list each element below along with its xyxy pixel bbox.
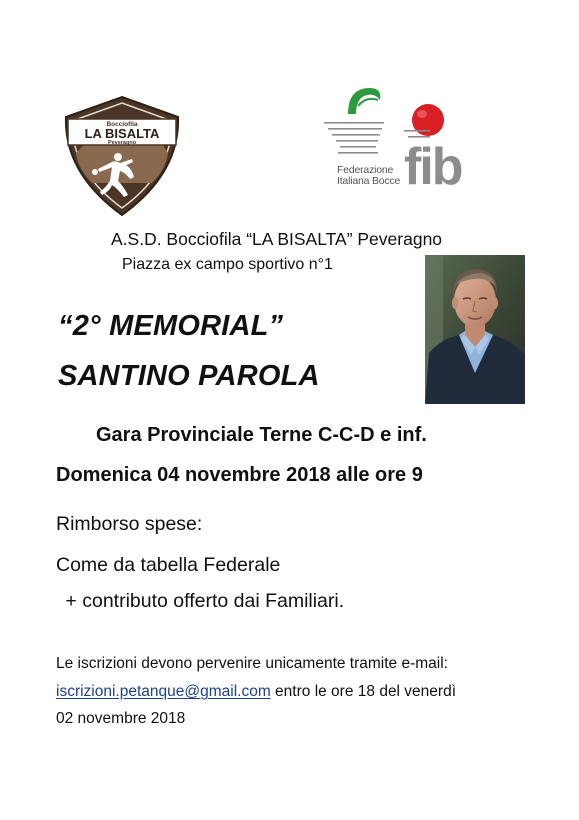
refund-line-1: Come da tabella Federale	[56, 554, 281, 576]
registration-instructions: Le iscrizioni devono pervenire unicamente tramite e-mail:	[56, 655, 448, 672]
club-shield-logo	[62, 95, 182, 217]
club-logo-main-text: LA BISALTA	[84, 126, 160, 141]
registration-deadline-date: 02 novembre 2018	[56, 710, 186, 727]
club-logo-bottom-text: Peveragno	[107, 140, 137, 146]
club-name-heading: A.S.D. Bocciofila “LA BISALTA” Peveragno	[111, 229, 443, 249]
portrait-photo	[425, 255, 525, 404]
refund-heading: Rimborso spese:	[56, 513, 203, 535]
registration-deadline-text: entro le ore 18 del venerdì	[270, 683, 457, 700]
event-date: Domenica 04 novembre 2018 alle ore 9	[56, 464, 423, 486]
fib-subtitle-line2: Italiana Bocce	[337, 175, 401, 187]
memorial-name: SANTINO PAROLA	[58, 360, 320, 392]
registration-email-line	[56, 683, 456, 701]
memorial-title: “2° MEMORIAL”	[58, 310, 284, 342]
club-logo-top-text: Bocciofila	[106, 121, 138, 128]
refund-line-2: + contributo offerto dai Familiari.	[60, 590, 345, 612]
fib-subtitle-line1: Federazione	[337, 164, 394, 176]
registration-email-link[interactable]: iscrizioni.petanque@gmail.com	[56, 683, 271, 700]
fib-wordmark: fib	[404, 138, 462, 190]
club-address: Piazza ex campo sportivo n°1	[122, 256, 333, 273]
event-title: Gara Provinciale Terne C-C-D e inf.	[96, 424, 427, 446]
